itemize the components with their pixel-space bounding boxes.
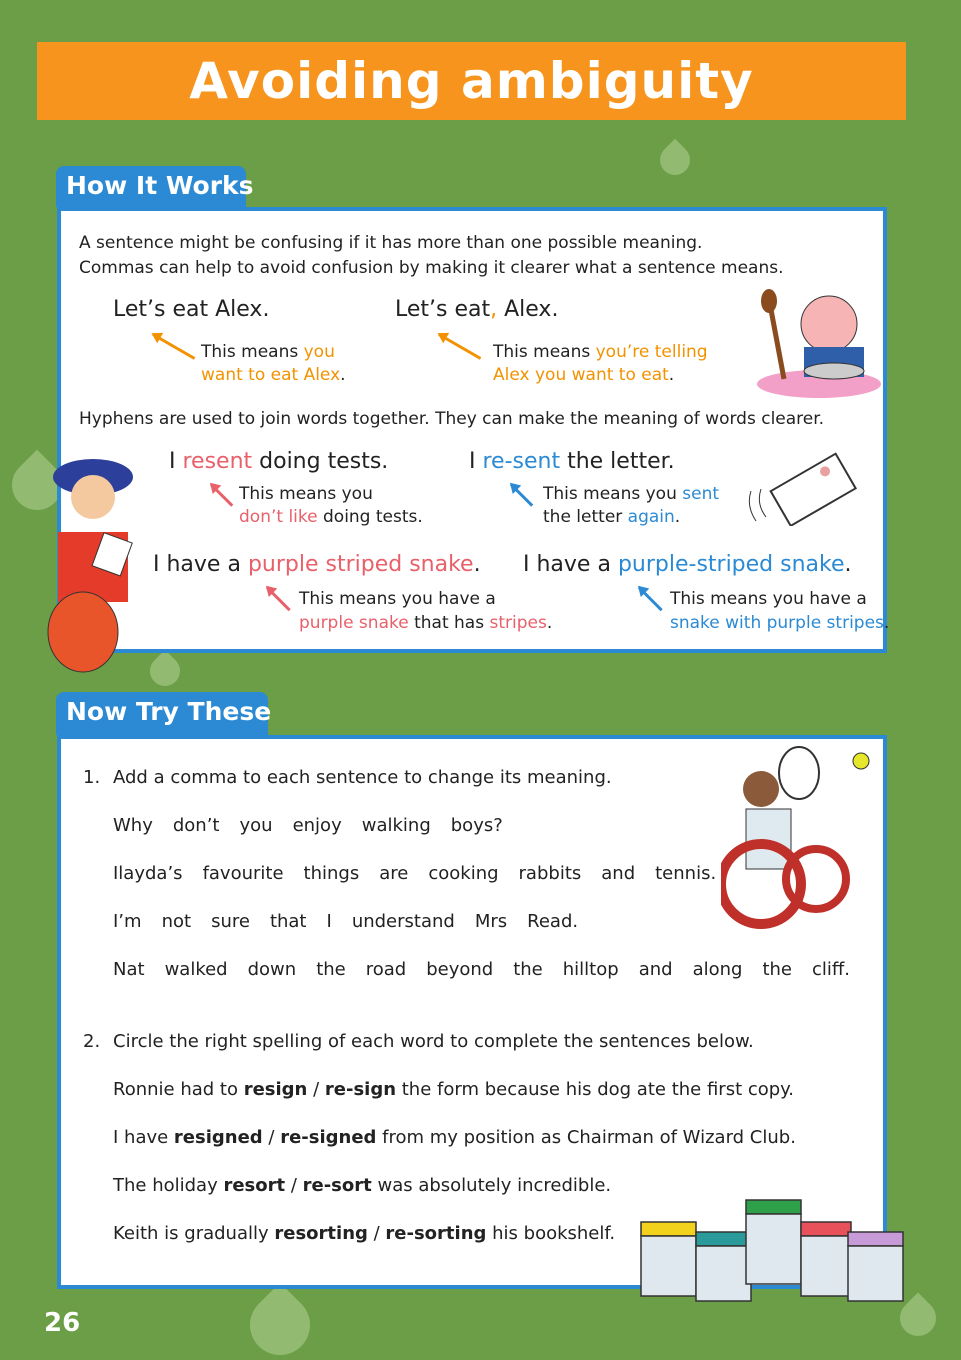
boy-eating-illustration (749, 289, 884, 399)
question-1-sentence[interactable] (113, 959, 870, 980)
sentence-word: walking (361, 815, 431, 836)
sentence-word: you (239, 815, 273, 836)
sentence-word: the (762, 959, 792, 980)
arrow-icon (638, 586, 663, 611)
question-2-prompt: Circle the right spelling of each word to complete the sentences below. (113, 1031, 754, 1052)
hyphen-example-sentence: I resent doing tests. (169, 449, 389, 474)
question-2-sentence[interactable]: Keith is gradually resorting / re-sorting his bookshelf. (113, 1223, 616, 1244)
hyphen-example-note: This means you don’t like doing tests. (239, 484, 423, 527)
sentence-word: are (379, 863, 409, 884)
sentence-word: cliff. (812, 959, 851, 980)
intro-line: Commas can help to avoid confusion by making it clearer what a sentence means. (79, 258, 784, 278)
question-1-prompt: Add a comma to each sentence to change its meaning. (113, 767, 612, 788)
question-2-sentence[interactable]: I have resigned / re-signed from my position as Chairman of Wizard Club. (113, 1127, 796, 1148)
hyphen-example-sentence: I have a purple striped snake. (153, 552, 481, 577)
comma-example-note: This means you want to eat Alex. (201, 342, 346, 385)
hyphen-example-sentence: I have a purple-striped snake. (523, 552, 852, 577)
decorative-drop (238, 1283, 323, 1360)
intro-line: A sentence might be confusing if it has more than one possible meaning. (79, 233, 703, 253)
sentence-word: cooking (428, 863, 499, 884)
comma-example-sentence: Let’s eat Alex. (113, 297, 270, 322)
arrow-icon (266, 586, 291, 611)
question-1-sentence[interactable] (113, 911, 598, 932)
sentence-word: down (247, 959, 297, 980)
sentence-word: Nat (113, 959, 145, 980)
sentence-word: and (638, 959, 673, 980)
hyphen-example-note: This means you sent the letter again. (543, 484, 720, 527)
sentence-word: rabbits (518, 863, 582, 884)
sentence-word: hilltop (562, 959, 619, 980)
sentence-word: understand (351, 911, 455, 932)
sentence-word: tennis. (655, 863, 717, 884)
now-try-these-tab: Now Try These (56, 692, 268, 735)
comma-example-note: This means you’re telling Alex you want to eat. (493, 342, 708, 385)
option-b: re-sorting (385, 1223, 487, 1244)
arrow-icon (152, 333, 195, 360)
girl-with-bag-illustration (28, 452, 138, 692)
sentence-word: the (316, 959, 346, 980)
option-a: resort (223, 1175, 286, 1196)
arrow-icon (438, 333, 481, 360)
sentence-word: that (269, 911, 307, 932)
sentence-word: Mrs (474, 911, 508, 932)
sentence-word: Read. (527, 911, 579, 932)
sentence-word: favourite (202, 863, 284, 884)
decorative-drop (144, 650, 186, 692)
sentence-word: the (513, 959, 543, 980)
hyphen-intro: Hyphens are used to join words together. They can make the meaning of words clearer. (79, 409, 825, 429)
arrow-icon (210, 483, 233, 506)
option-b: re-sort (302, 1175, 372, 1196)
page-title: Avoiding ambiguity (189, 52, 754, 110)
question-2-number: 2. (83, 1031, 101, 1052)
page-number: 26 (44, 1308, 81, 1338)
sentence-word: Why (113, 815, 153, 836)
sentence-word: I (326, 911, 332, 932)
option-a: resign (243, 1079, 308, 1100)
title-banner (37, 42, 906, 120)
sentence-word: not (161, 911, 192, 932)
question-1-sentence[interactable] (113, 863, 736, 884)
envelope-illustration (741, 451, 861, 526)
sentence-word: along (692, 959, 743, 980)
hyphen-example-sentence: I re-sent the letter. (469, 449, 675, 474)
how-it-works-box (57, 207, 890, 653)
sentence-word: boys? (450, 815, 503, 836)
option-a: resorting (274, 1223, 368, 1244)
sentence-word: road (365, 959, 407, 980)
book-stacks-illustration (636, 1192, 916, 1307)
comma-example-sentence: Let’s eat, Alex. (395, 297, 559, 322)
hyphen-example-note: This means you have a purple snake that has stripes. (299, 589, 553, 633)
option-b: re-sign (324, 1079, 397, 1100)
wheelchair-tennis-illustration (721, 739, 881, 939)
how-it-works-tab: How It Works (56, 166, 246, 207)
sentence-word: enjoy (292, 815, 342, 836)
sentence-word: Ilayda’s (113, 863, 183, 884)
sentence-word: things (303, 863, 360, 884)
sentence-word: don’t (172, 815, 220, 836)
question-1-sentence[interactable] (113, 815, 523, 836)
sentence-word: walked (164, 959, 228, 980)
question-1-number: 1. (83, 767, 101, 788)
question-2-sentence[interactable]: The holiday resort / re-sort was absolutely incredible. (113, 1175, 612, 1196)
question-2-sentence[interactable]: Ronnie had to resign / re-sign the form because his dog ate the first copy. (113, 1079, 794, 1100)
option-a: resigned (173, 1127, 263, 1148)
arrow-icon (510, 483, 533, 506)
sentence-word: sure (211, 911, 250, 932)
sentence-word: beyond (426, 959, 494, 980)
option-b: re-signed (280, 1127, 377, 1148)
sentence-word: and (601, 863, 636, 884)
hyphen-example-note: This means you have a snake with purple stripes. (670, 589, 890, 633)
sentence-word: I’m (113, 911, 142, 932)
decorative-drop (654, 139, 696, 181)
